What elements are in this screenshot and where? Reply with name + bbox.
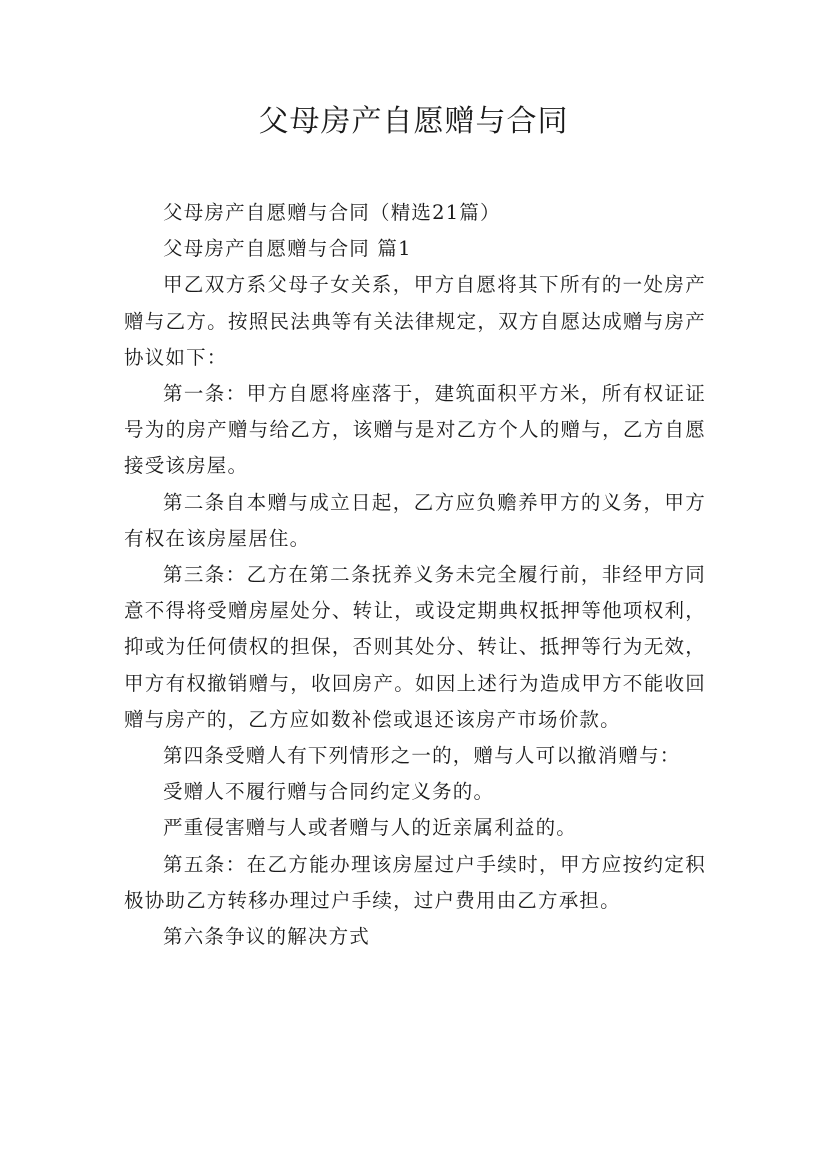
paragraph-article-4-item-2: 严重侵害赠与人或者赠与人的近亲属利益的。 [163, 816, 578, 840]
document-body [124, 195, 706, 955]
paragraph-article-3: 第三条：乙方在第二条抚养义务未完全履行前，非经甲方同意不得将受赠房屋处分、转让，或设定期典权抵押等他项权利，抑或为任何债权的担保，否则其处分、转让、抵押等行为无效，甲方有权撤销赠与，收回房产。如因上述行为造成甲方不能收回赠与房产的，乙方应如数补偿或退还该房产市场价款。 [124, 563, 706, 731]
paragraph-article-2: 第二条自本赠与成立日起，乙方应负赡养甲方的义务，甲方有权在该房屋居住。 [124, 490, 706, 550]
paragraph-article-6: 第六条争议的解决方式 [163, 925, 371, 949]
paragraph-intro: 甲乙双方系父母子女关系，甲方自愿将其下所有的一处房产赠与乙方。按照民法典等有关法律规定，双方自愿达成赠与房产协议如下： [124, 273, 706, 369]
paragraph-article-1: 第一条：甲方自愿将座落于，建筑面积平方米，所有权证证号为的房产赠与给乙方，该赠与是对乙方个人的赠与，乙方自愿接受该房屋。 [124, 382, 706, 478]
paragraph-collection-title: 父母房产自愿赠与合同（精选21篇） [163, 201, 501, 224]
paragraph-section-heading: 父母房产自愿赠与合同 篇1 [163, 237, 412, 261]
paragraph-article-5: 第五条：在乙方能办理该房屋过户手续时，甲方应按约定积极协助乙方转移办理过户手续，过户费用由乙方承担。 [124, 852, 706, 912]
document-title: 父母房产自愿赠与合同 [258, 104, 569, 139]
paragraph-article-4-item-1: 受赠人不履行赠与合同约定义务的。 [163, 780, 495, 804]
paragraph-article-4: 第四条受赠人有下列情形之一的，赠与人可以撤消赠与： [163, 744, 681, 768]
